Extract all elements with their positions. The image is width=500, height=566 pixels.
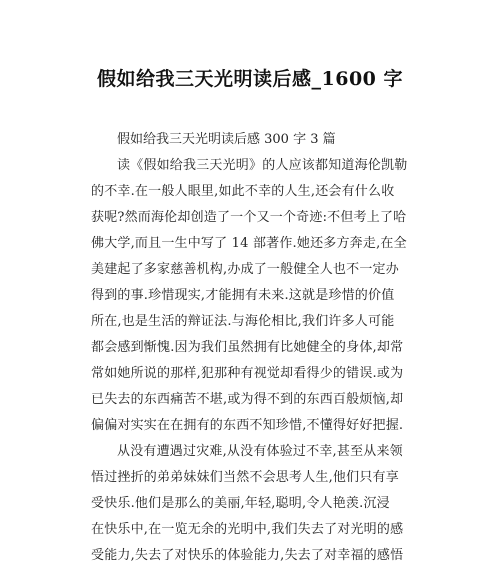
paragraph-line: 的不幸.在一般人眼里,如此不幸的人生,还会有什么收 xyxy=(91,184,395,199)
paragraph-line: 受快乐.他们是那么的美丽,年轻,聪明,令人艳羡.沉浸 xyxy=(91,496,390,511)
paragraph-line: 获呢?然而海伦却创造了一个又一个奇迹:不但考上了哈 xyxy=(91,210,407,225)
paragraph-line: 得到的事.珍惜现实,才能拥有未来.这就是珍惜的价值 xyxy=(91,288,395,303)
paragraph-line: 所在,也是生活的辩证法.与海伦相比,我们许多人可能 xyxy=(91,314,395,329)
paragraph-line: 从没有遭遇过灾难,从没有体验过不幸,甚至从来领 xyxy=(117,444,403,459)
paragraph-line: 佛大学,而且一生中写了 14 部著作.她还多方奔走,在全 xyxy=(91,236,407,251)
document-subtitle: 假如给我三天光明读后感 300 字 3 篇 xyxy=(117,132,336,147)
paragraph-line: 在快乐中,在一览无余的光明中,我们失去了对光明的感 xyxy=(91,522,404,537)
paragraph-line: 受能力,失去了对快乐的体验能力,失去了对幸福的感悟 xyxy=(91,548,404,563)
paragraph-line: 已失去的东西痛苦不堪,或为得不到的东西百般烦恼,却 xyxy=(91,392,404,407)
paragraph-line: 美建起了多家慈善机构,办成了一般健全人也不一定办 xyxy=(91,262,399,277)
document-title: 假如给我三天光明读后感_1600 字 xyxy=(97,68,403,90)
paragraph-line: 常如她所说的那样,犯那种有视觉却看得少的错误.或为 xyxy=(91,366,404,381)
paragraph-line: 偏偏对实实在在拥有的东西不知珍惜,不懂得好好把握. xyxy=(91,418,404,433)
paragraph-line: 悟过挫折的弟弟妹妹们当然不会思考人生,他们只有享 xyxy=(91,470,399,485)
paragraph-line: 都会感到惭愧.因为我们虽然拥有比她健全的身体,却常 xyxy=(91,340,404,355)
paragraph-line: 读《假如给我三天光明》的人应该都知道海伦凯勒 xyxy=(117,158,408,173)
